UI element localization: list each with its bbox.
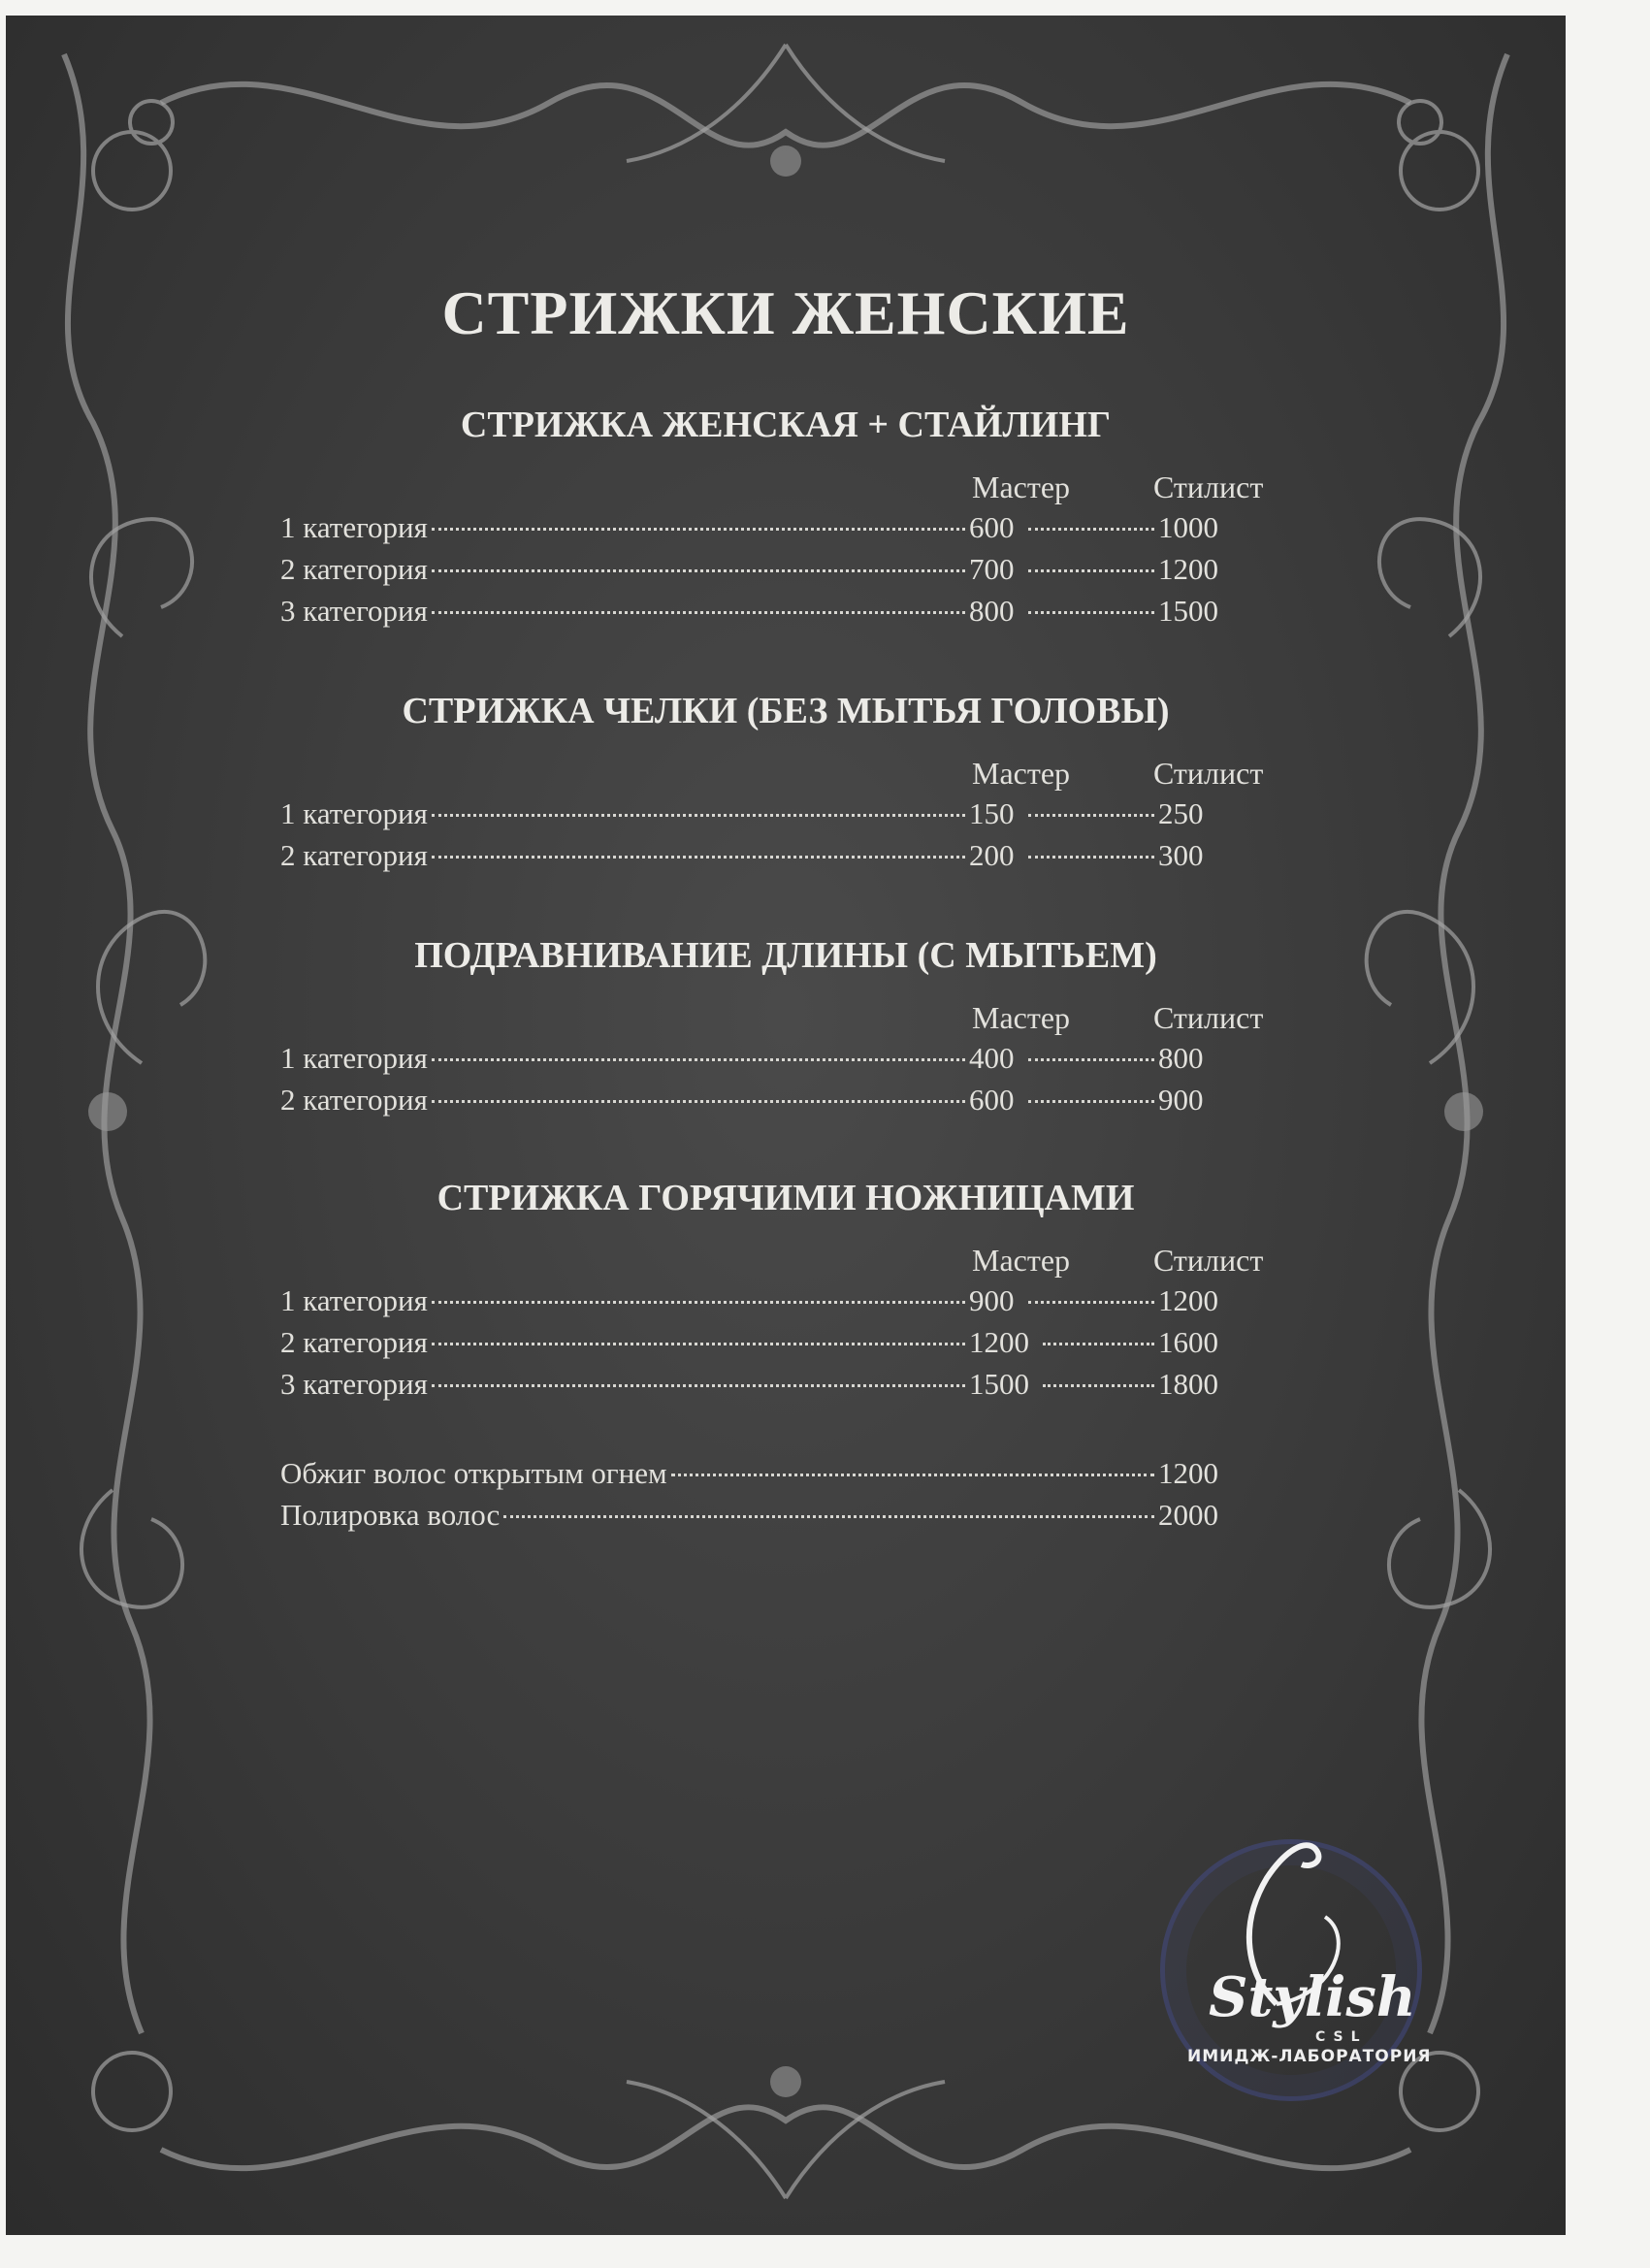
price-row <box>280 1367 1250 1406</box>
dot-leader <box>671 1474 1154 1476</box>
dot-leader <box>1043 1384 1154 1387</box>
section-title: СТРИЖКА ГОРЯЧИМИ НОЖНИЦАМИ <box>437 1178 1135 1218</box>
category-label: 1 категория <box>280 510 428 544</box>
master-price: 600 <box>969 1083 1015 1117</box>
price-row <box>280 1325 1250 1364</box>
master-price: 400 <box>969 1041 1015 1075</box>
stylist-price: 1600 <box>1158 1325 1218 1359</box>
dot-leader <box>432 1058 965 1061</box>
dot-leader <box>432 1100 965 1103</box>
dot-leader <box>1028 528 1155 531</box>
dot-leader <box>503 1515 1154 1518</box>
column-head-stylist: Стилист <box>1153 756 1264 791</box>
dot-leader <box>432 1301 965 1304</box>
master-price: 800 <box>969 594 1015 628</box>
stylist-price: 1500 <box>1158 594 1218 628</box>
stylist-price: 800 <box>1158 1041 1204 1075</box>
category-label: 3 категория <box>280 1367 428 1401</box>
logo-name: Stylish <box>1209 1965 1416 2029</box>
service-price: 2000 <box>1158 1498 1218 1532</box>
column-head-master: Мастер <box>972 1000 1071 1035</box>
salon-logo <box>1131 1810 1451 2101</box>
master-price: 150 <box>969 796 1015 830</box>
category-label: 2 категория <box>280 838 428 872</box>
stylist-price: 900 <box>1158 1083 1204 1117</box>
dot-leader <box>1043 1343 1154 1345</box>
price-row <box>280 1083 1250 1121</box>
master-price: 1500 <box>969 1367 1029 1401</box>
column-head-stylist: Стилист <box>1153 470 1264 504</box>
section-title: ПОДРАВНИВАНИЕ ДЛИНЫ (С МЫТЬЕМ) <box>414 935 1157 976</box>
stylist-price: 300 <box>1158 838 1204 872</box>
dot-leader <box>1028 1058 1155 1061</box>
category-label: 1 категория <box>280 1283 428 1317</box>
stylist-price: 1000 <box>1158 510 1218 544</box>
column-head-stylist: Стилист <box>1153 1000 1264 1035</box>
master-price: 600 <box>969 510 1015 544</box>
dot-leader <box>432 856 965 859</box>
stylist-price: 1200 <box>1158 552 1218 586</box>
dot-leader <box>432 528 965 531</box>
column-head-master: Мастер <box>972 470 1071 504</box>
price-row <box>280 1041 1250 1080</box>
price-row <box>280 552 1250 591</box>
price-row <box>280 510 1250 549</box>
dot-leader <box>1028 1100 1155 1103</box>
category-label: 2 категория <box>280 1325 428 1359</box>
master-price: 200 <box>969 838 1015 872</box>
master-price: 1200 <box>969 1325 1029 1359</box>
category-label: 2 категория <box>280 1083 428 1117</box>
price-list-sheet <box>6 16 1566 2235</box>
category-label: 1 категория <box>280 796 428 830</box>
stylist-price: 1800 <box>1158 1367 1218 1401</box>
service-label: Полировка волос <box>280 1498 501 1532</box>
category-label: 3 категория <box>280 594 428 628</box>
service-row <box>280 1456 1250 1495</box>
category-label: 2 категория <box>280 552 428 586</box>
dot-leader <box>1028 611 1155 614</box>
master-price: 700 <box>969 552 1015 586</box>
dot-leader <box>1028 814 1155 817</box>
dot-leader <box>1028 856 1155 859</box>
stylist-price: 250 <box>1158 796 1204 830</box>
dot-leader <box>432 814 965 817</box>
section-title: СТРИЖКА ЖЕНСКАЯ + СТАЙЛИНГ <box>460 405 1112 445</box>
stylist-price: 1200 <box>1158 1283 1218 1317</box>
dot-leader <box>432 1384 965 1387</box>
category-label: 1 категория <box>280 1041 428 1075</box>
dot-leader <box>432 611 965 614</box>
dot-leader <box>432 1343 965 1345</box>
dot-leader <box>432 569 965 572</box>
price-row <box>280 1283 1250 1322</box>
service-row <box>280 1498 1250 1537</box>
dot-leader <box>1028 569 1155 572</box>
price-row <box>280 594 1250 632</box>
column-head-stylist: Стилист <box>1153 1243 1264 1278</box>
price-row <box>280 796 1250 835</box>
column-head-master: Мастер <box>972 1243 1071 1278</box>
master-price: 900 <box>969 1283 1015 1317</box>
page-title: СТРИЖКИ ЖЕНСКИЕ <box>441 278 1130 347</box>
dot-leader <box>1028 1301 1155 1304</box>
service-label: Обжиг волос открытым огнем <box>280 1456 667 1490</box>
price-row <box>280 838 1250 877</box>
service-price: 1200 <box>1158 1456 1218 1490</box>
column-head-master: Мастер <box>972 756 1071 791</box>
logo-sub-mark: CSL <box>1315 2029 1368 2045</box>
section-title: СТРИЖКА ЧЕЛКИ (БЕЗ МЫТЬЯ ГОЛОВЫ) <box>402 691 1170 731</box>
logo-tagline: ИМИДЖ-ЛАБОРАТОРИЯ <box>1187 2047 1432 2066</box>
